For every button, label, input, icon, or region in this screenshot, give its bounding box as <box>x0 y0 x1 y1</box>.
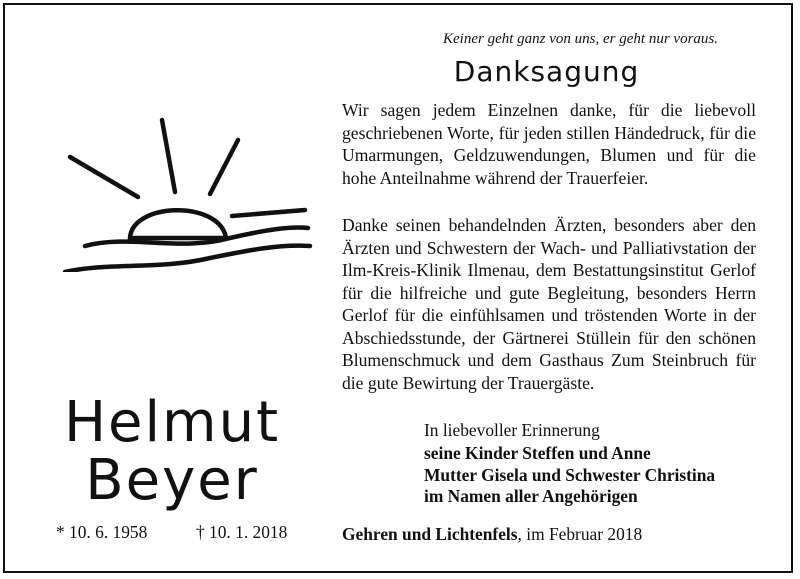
signatory-line: im Namen aller Angehörigen <box>424 486 638 506</box>
birth-date: * 10. 6. 1958 <box>56 522 148 542</box>
sunset-icon <box>60 112 320 272</box>
first-name: Helmut <box>63 390 281 455</box>
date: , im Februar 2018 <box>517 524 643 544</box>
signatory-line: seine Kinder Steffen und Anne <box>424 443 651 463</box>
motto: Keiner geht ganz von uns, er geht nur voraus. <box>443 31 718 47</box>
thanks-paragraph-2: Danke seinen behandelnden Ärzten, besonders aber den Ärzten und Schwestern der Wach- und Palliativstation der Ilm-Kreis-Klinik Ilmenau, dem Bestattungsinstitut Gerlof für die hilfreiche und gute Begleitung, besonders Herrn Gerlof für die einfühlsamen und tröstenden Worte in der Abschiedsstunde, der Gärtnerei Stüllein für den schönen Blumenschmuck und dem Gasthaus Zum Steinbruch für die gute Bewirtung der Trauergäste. <box>342 215 756 393</box>
place-date <box>342 524 642 545</box>
last-name: Beyer <box>85 448 259 513</box>
place: Gehren und Lichtenfels <box>342 524 518 544</box>
death-date: † 10. 1. 2018 <box>196 522 288 542</box>
signatories <box>424 443 764 508</box>
thanks-paragraph-1: Wir sagen jedem Einzelnen danke, für die liebevoll geschriebenen Worte, für jeden stillen Händedruck, für die Umarmungen, Geldzuwendungen, Blumen und für die hohe Anteilnahme während der Trauerfeier. <box>342 100 756 188</box>
signatory-line: Mutter Gisela und Schwester Christina <box>424 464 716 485</box>
closing-line: In liebevoller Erinnerung <box>424 420 600 440</box>
heading: Danksagung <box>453 55 640 88</box>
